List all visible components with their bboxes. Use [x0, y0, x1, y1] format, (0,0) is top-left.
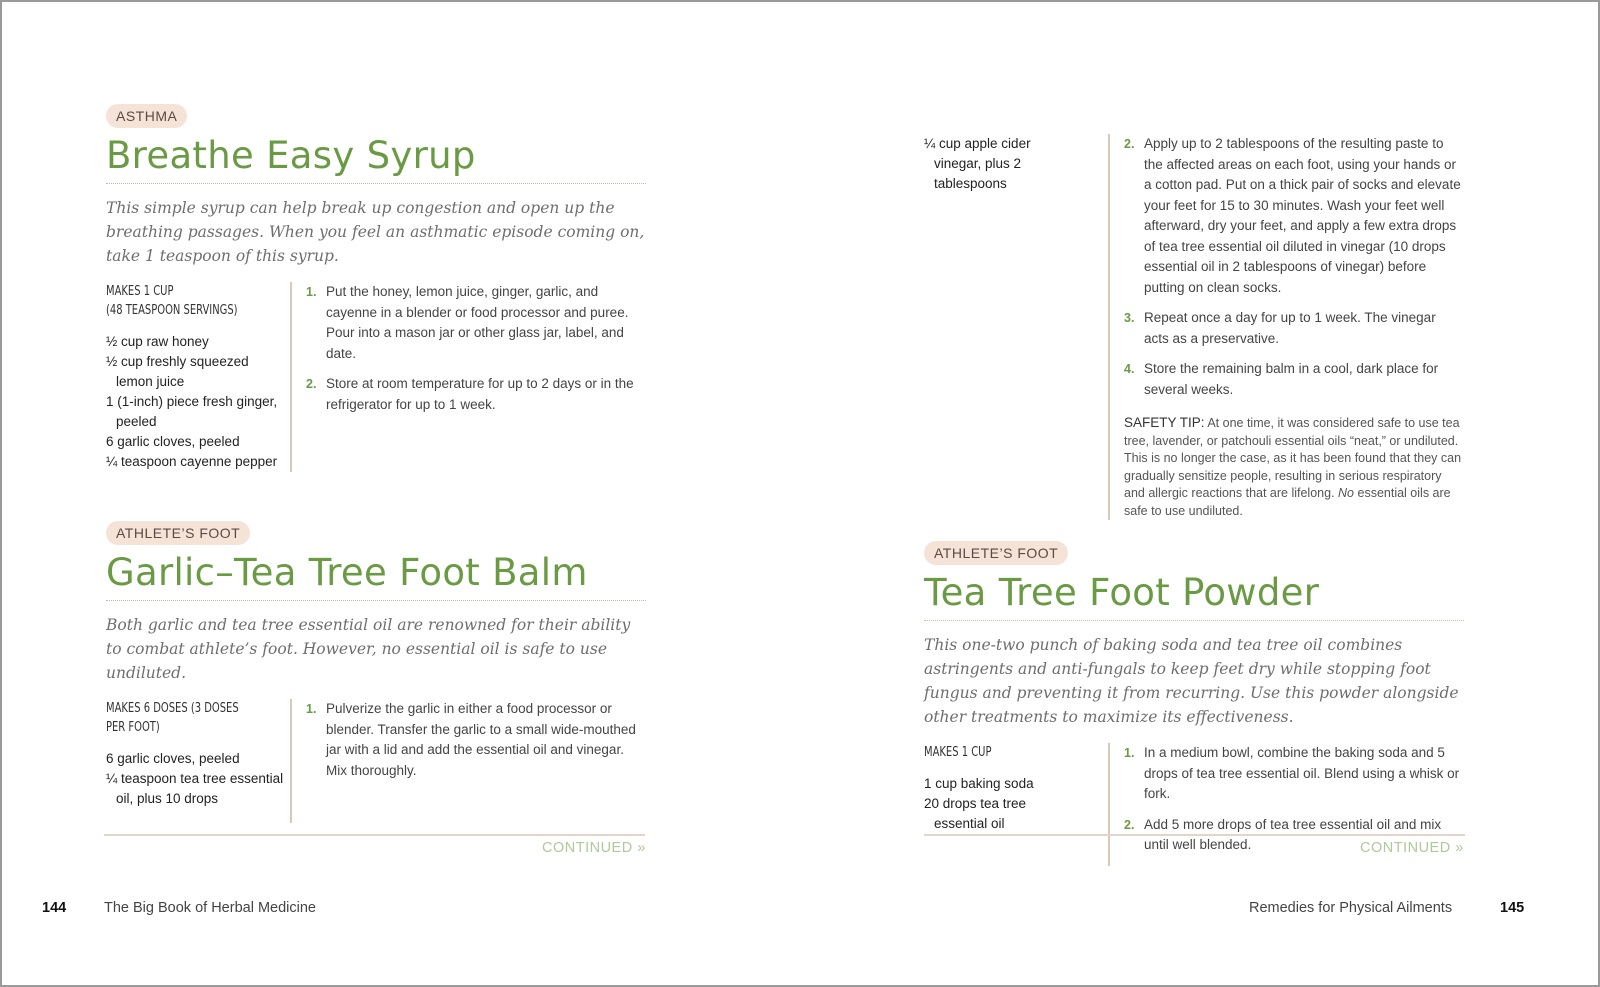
step-text: In a medium bowl, combine the baking soda and 5 drops of tea tree essential oil. Blend using a whisk or fork.	[1144, 745, 1460, 801]
recipe-title: Tea Tree Foot Powder	[924, 571, 1464, 621]
ingredient: ¼ cup apple cider vinegar, plus 2 tablespoons	[924, 136, 1031, 191]
category-badge: ATHLETE’S FOOT	[924, 541, 1068, 565]
makes-yield: MAKES 1 CUP	[924, 744, 992, 760]
safety-tip-text-end: essential oils are safe to use undiluted.	[1124, 486, 1451, 518]
section-divider	[104, 834, 645, 836]
step-number: 1.	[1124, 746, 1135, 760]
ingredient: ¼ teaspoon tea tree essential oil, plus 10 drops	[106, 771, 284, 806]
step-number: 2.	[1124, 137, 1135, 151]
book-title-footer: The Big Book of Herbal Medicine	[104, 900, 316, 916]
recipe-breathe-easy-syrup	[106, 104, 646, 472]
continued-link[interactable]: CONTINUED »	[1360, 840, 1464, 856]
ingredients-list	[924, 743, 1108, 866]
step-number: 4.	[1124, 362, 1135, 376]
step-text: Add 5 more drops of tea tree essential oil and mix until well blended.	[1144, 816, 1442, 852]
page-number: 145	[1500, 900, 1525, 916]
step-number: 2.	[306, 377, 317, 391]
step-item	[1124, 743, 1464, 805]
ingredients-list	[106, 699, 290, 823]
recipe-intro: This simple syrup can help break up congestion and open up the breathing passages. When you feel an asthmatic episode coming on, take 1 teaspoon of this syrup.	[106, 199, 645, 265]
ingredient: 1 cup baking soda	[924, 776, 1034, 791]
recipe-tea-tree-foot-powder	[924, 541, 1464, 866]
ingredient: 1 (1-inch) piece fresh ginger, peeled	[106, 394, 278, 429]
step-number: 1.	[306, 285, 317, 299]
safety-tip-label: SAFETY TIP:	[1124, 415, 1205, 430]
recipe-body	[106, 699, 646, 823]
category-badge: ASTHMA	[106, 104, 187, 128]
step-text: Put the honey, lemon juice, ginger, garlic, and cayenne in a blender or food processor and puree. Pour into a mason jar or other glass jar, label, and date.	[326, 284, 629, 361]
step-item	[1124, 134, 1464, 298]
step-item	[306, 374, 646, 415]
step-item	[306, 699, 646, 781]
step-item	[306, 282, 646, 364]
continued-link[interactable]: CONTINUED »	[542, 840, 646, 856]
recipe-continuation	[924, 134, 1464, 520]
step-number: 1.	[306, 702, 317, 716]
step-number: 3.	[1124, 311, 1135, 325]
ingredient: ½ cup raw honey	[106, 334, 209, 349]
ingredients-list	[924, 134, 1108, 520]
step-text: Repeat once a day for up to 1 week. The vinegar acts as a preservative.	[1144, 310, 1436, 346]
step-item	[1124, 359, 1464, 400]
recipe-body	[106, 282, 646, 472]
safety-tip	[1124, 414, 1464, 520]
recipe-intro: This one-two punch of baking soda and tea tree oil combines astringents and anti-fungals to keep feet dry while stopping foot fungus and preventing it from recurring. Use this powder alongside other treatments to maximize its effectiveness.	[924, 636, 1459, 726]
ingredient: 20 drops tea tree essential oil	[924, 796, 1027, 831]
step-text: Store at room temperature for up to 2 days or in the refrigerator for up to 1 week.	[326, 376, 634, 412]
steps-list	[290, 282, 646, 472]
step-text: Apply up to 2 tablespoons of the resulting paste to the affected areas on each foot, using your hands or a cotton pad. Put on a thick pair of socks and elevate your feet for 15 to 30 minutes. Wash your feet well afterward, dry your feet, and apply a few extra drops of tea tree essential oil diluted in vinegar (10 drops essential oil in 2 tablespoons of vinegar) before putting on clean socks.	[1144, 136, 1461, 295]
safety-tip-text: At one time, it was considered safe to use tea tree, lavender, or patchouli essential oils “neat,” or undiluted. This is no longer the case, as it has been found that they can gradually sensitize people, resulting in serious respiratory and allergic reactions that are lifelong.	[1124, 416, 1462, 500]
step-text: Pulverize the garlic in either a food processor or blender. Transfer the garlic to a small wide-mouthed jar with a lid and add the essential oil and vinegar. Mix thoroughly.	[326, 701, 636, 778]
recipe-intro: Both garlic and tea tree essential oil are renowned for their ability to combat athlete’s foot. However, no essential oil is safe to use undiluted.	[106, 616, 631, 682]
recipe-body	[924, 134, 1464, 520]
makes-yield: MAKES 1 CUP	[106, 283, 174, 299]
section-divider	[924, 834, 1465, 836]
steps-list	[1108, 134, 1464, 520]
ingredient: ¼ teaspoon cayenne pepper	[106, 454, 278, 469]
page-number: 144	[42, 900, 67, 916]
chapter-title-footer: Remedies for Physical Ailments	[1249, 900, 1453, 916]
makes-servings: PER FOOT)	[106, 719, 160, 735]
steps-list	[290, 699, 646, 823]
recipe-title: Breathe Easy Syrup	[106, 134, 646, 184]
ingredient: 6 garlic cloves, peeled	[106, 751, 240, 766]
step-number: 2.	[1124, 817, 1135, 832]
ingredient: ½ cup freshly squeezed lemon juice	[106, 354, 249, 389]
ingredients-list	[106, 282, 290, 472]
step-item	[1124, 308, 1464, 349]
ingredient: 6 garlic cloves, peeled	[106, 434, 240, 449]
category-badge: ATHLETE’S FOOT	[106, 521, 250, 545]
recipe-garlic-tea-tree-foot-balm	[106, 521, 646, 823]
safety-tip-emphasis: No	[1338, 486, 1355, 500]
step-text: Store the remaining balm in a cool, dark place for several weeks.	[1144, 361, 1439, 397]
book-spread	[2, 2, 1598, 985]
makes-servings: (48 TEASPOON SERVINGS)	[106, 302, 238, 318]
makes-yield: MAKES 6 DOSES (3 DOSES	[106, 700, 239, 716]
recipe-title: Garlic–Tea Tree Foot Balm	[106, 551, 646, 601]
